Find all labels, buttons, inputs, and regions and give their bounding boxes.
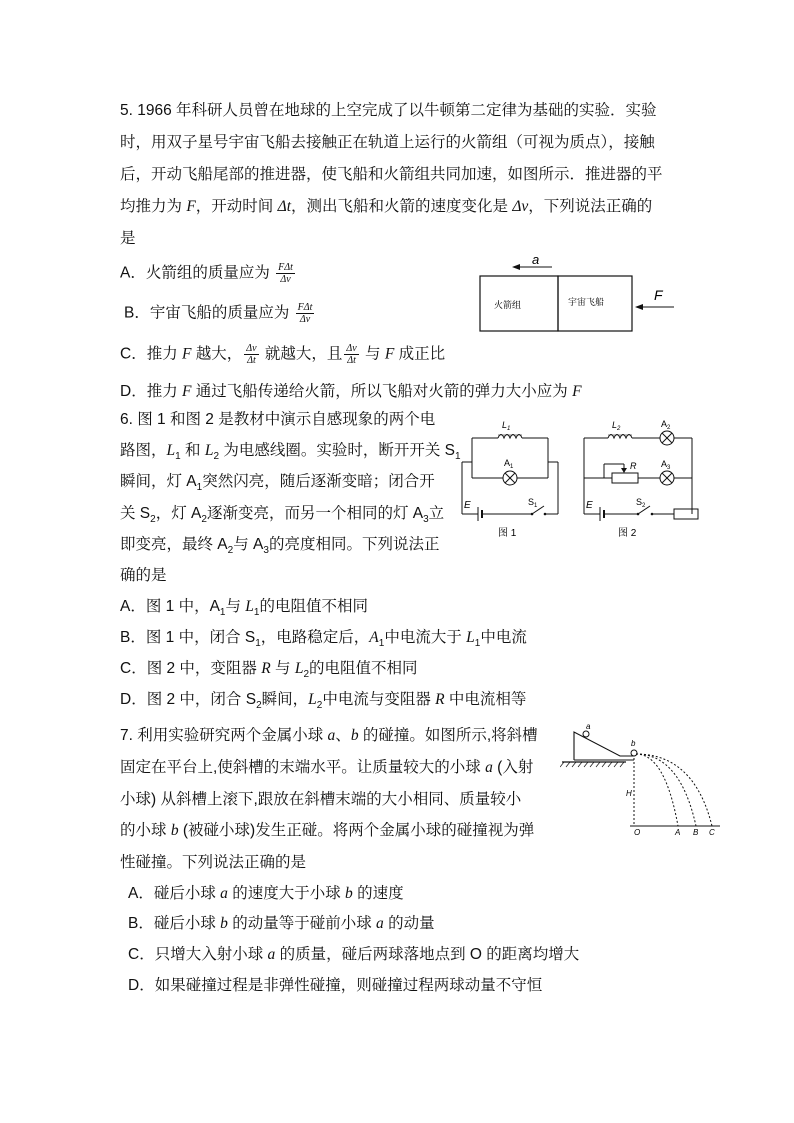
rheostat-r: [612, 473, 638, 483]
ball-a: [583, 731, 589, 737]
q6-option-d: D．图 2 中，闭合 $S_2$瞬间，$L_2$中电流与变阻器 R 中电流相等: [120, 691, 527, 712]
q7-option-a: A．碰后小球 a 的速度大于小球 b 的速度: [128, 885, 404, 902]
ball-b-label: b: [631, 739, 636, 748]
s2-label: $S_2$: [636, 497, 646, 509]
q5-line-2: 时，用双子星号宇宙飞船去接触正在轨道上运行的火箭组（可视为质点），接触: [120, 134, 655, 151]
q7-option-c: C．只增大入射小球 a 的质量，碰后两球落地点到 O 的距离均增大: [128, 946, 580, 963]
trajectory-c: [636, 754, 712, 826]
q6-option-a: A．图 1 中，$A_1$与 $L_1$的电阻值不相同: [120, 598, 368, 619]
q6-line-3: 瞬间，灯 $A_1$突然闪亮，随后逐渐变暗；闭合开: [120, 473, 435, 494]
a2-label: $A_2$: [661, 419, 671, 431]
q7-figure: [560, 722, 725, 838]
rocket-group-label: 火箭组: [494, 300, 522, 310]
a3-label: $A_3$: [661, 459, 671, 471]
q5-figure: [478, 250, 678, 334]
height-label: H: [626, 789, 632, 798]
q6-figure-1: [452, 416, 568, 542]
q7-line-3: 小球) 从斜槽上滚下,跟放在斜槽末端的大小相同、质量较小: [120, 791, 522, 808]
fraction: $\frac{\Delta v}{\Delta t}$: [246, 343, 257, 366]
spaceship-label: 宇宙飞船: [568, 297, 605, 307]
q6-line-2: 路图，$L_1$ 和 $L_2$ 为电感线圈。实验时，断开开关 $S_1$: [120, 442, 461, 463]
force-label: F: [654, 287, 663, 303]
q7-line-4: 的小球 b (被碰小球)发生正碰。将两个金属小球的碰撞视为弹: [120, 822, 535, 839]
q6-figure-2: [574, 416, 706, 542]
q6-option-b: B．图 1 中，闭合 $S_1$，电路稳定后，$A_1$中电流大于 $L_1$中电流: [120, 629, 527, 650]
l2-label: $L_2$: [612, 420, 621, 432]
q5-option-d: D．推力 F 通过飞船传递给火箭，所以飞船对火箭的弹力大小应为 F: [120, 383, 582, 400]
trajectory-a: [636, 754, 678, 826]
q6-line-1: 6. 图 1 和图 2 是教材中演示自感现象的两个电: [120, 411, 436, 428]
figure-2-caption: 图 2: [618, 528, 637, 539]
q5-line-1: 5. 1966 年科研人员曾在地球的上空完成了以牛顿第二定律为基础的实验．实验: [120, 102, 657, 119]
point-b-label: B: [693, 828, 699, 837]
q7-line-2: 固定在平台上,使斜槽的末端水平。让质量较大的小球 a (入射: [120, 759, 534, 776]
q6-option-c: C．图 2 中，变阻器 R 与 $L_2$的电阻值不相同: [120, 660, 418, 681]
q5-line-3: 后，开动飞船尾部的推进器，使飞船和火箭组共同加速，如图所示．推进器的平: [120, 166, 663, 183]
point-a-label: A: [675, 828, 681, 837]
q6-line-5: 即变亮，最终 $A_2$与 $A_3$的亮度相同。下列说法正: [120, 536, 440, 557]
s1-label: $S_1$: [528, 497, 538, 509]
fraction: $\frac{\Delta v}{\Delta t}$: [346, 343, 357, 366]
q7-line-5: 性碰撞。下列说法正确的是: [120, 854, 307, 871]
q7-option-b: B．碰后小球 b 的动量等于碰前小球 a 的动量: [128, 915, 435, 932]
q6-line-4: 关 $S_2$，灯 $A_2$逐渐变亮，而另一个相同的灯 $A_3$立: [120, 505, 445, 526]
r-label: R: [630, 461, 637, 471]
q5-option-a: A．火箭组的质量应为 $\frac{\text{FΔt}}{\Delta v}$: [120, 262, 293, 285]
trajectory-b: [636, 754, 696, 826]
q5-option-c: C．推力 F 越大， $\frac{\Delta v}{\Delta t}$ 就越大，且 $\frac{\Delta v}{\Delta t}$ 与 F 成正比: [120, 343, 446, 366]
q7-option-d: D．如果碰撞过程是非弹性碰撞，则碰撞过程两球动量不守恒: [128, 977, 543, 994]
q5-option-b: B．宇宙飞船的质量应为 $\frac{\text{FΔt}}{\Delta v}$: [124, 302, 313, 325]
o-label: O: [634, 828, 641, 837]
q5-line-4: 均推力为 F，开动时间 Δt，测出飞船和火箭的速度变化是 Δv，下列说法正确的: [120, 198, 653, 215]
bottom-resistor: [674, 509, 698, 519]
a1-label: $A_1$: [504, 458, 514, 470]
point-c-label: C: [709, 828, 715, 837]
l1-label: $L_1$: [502, 420, 511, 432]
q5-line-5: 是: [120, 230, 136, 247]
q6-line-6: 确的是: [120, 567, 167, 584]
ball-b: [631, 750, 637, 756]
ball-a-label: a: [586, 722, 591, 731]
fraction: $\frac{\text{FΔt}}{\Delta v}$: [297, 302, 313, 325]
figure-1-caption: 图 1: [498, 528, 517, 539]
incline-chute: [574, 732, 634, 760]
q7-line-1: 7. 利用实验研究两个金属小球 a、b 的碰撞。如图所示,将斜槽: [120, 727, 538, 744]
e-label: E: [464, 500, 471, 511]
fraction: $\frac{\text{FΔt}}{\Delta v}$: [278, 262, 293, 285]
e2-label: E: [586, 500, 593, 511]
acceleration-label: a: [532, 252, 540, 267]
